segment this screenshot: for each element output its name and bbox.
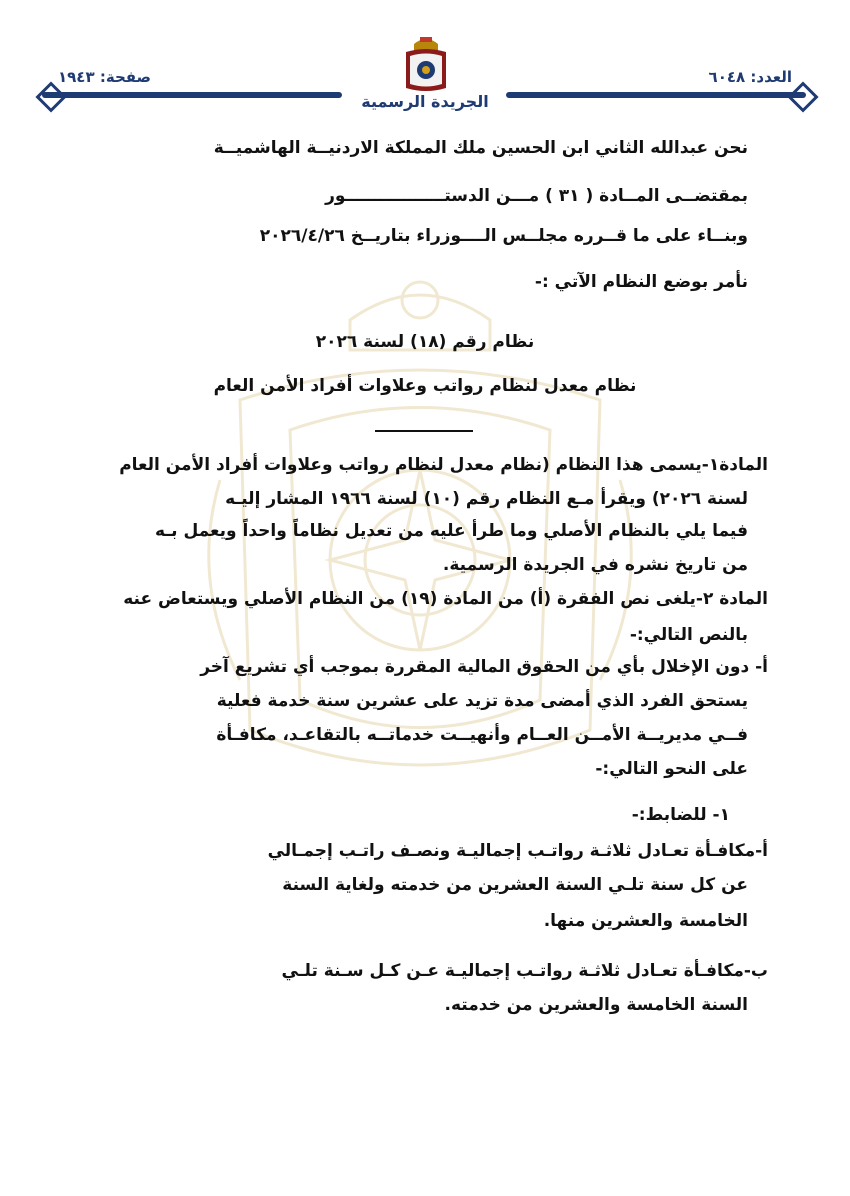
preamble-line-3: وبنــاء على ما قــرره مجلــس الــــوزراء بتاريــخ ٢٠٢٦/٤/٢٦ (259, 226, 748, 246)
body-line: أ-مكافـأة تعـادل ثلاثـة رواتـب إجماليـة ونصـف راتـب إجمـالي (267, 841, 768, 861)
body-line: المادة١-يسمى هذا النظام (نظام معدل لنظام رواتب وعلاوات أفراد الأمن العام (119, 455, 768, 475)
body-line: لسنة ٢٠٢٦) ويقرأ مـع النظام رقم (١٠) لسنة ١٩٦٦ المشار إليـه (225, 489, 748, 509)
body-line: بالنص التالي:- (629, 625, 748, 645)
regulation-title: نظام معدل لنظام رواتب وعلاوات أفراد الأمن العام (213, 376, 637, 396)
body-line: ١- للضابط:- (631, 805, 730, 825)
regulation-number: نظام رقم (١٨) لسنة ٢٠٢٦ (315, 332, 535, 352)
title-underline (375, 430, 473, 432)
body-line: السنة الخامسة والعشرين من خدمته. (444, 995, 748, 1015)
body-line: فــي مديريــة الأمــن العــام وأنهيــت خدماتــه بالتقاعـد، مكافـأة (216, 725, 748, 745)
page-number: صفحة: ١٩٤٣ (58, 68, 152, 86)
body-line: ب-مكافـأة تعـادل ثلاثـة رواتـب إجماليـة عـن كـل سـنة تلـي (281, 961, 768, 981)
royal-crest-icon (396, 34, 456, 94)
body-line: من تاريخ نشره في الجريدة الرسمية. (442, 555, 748, 575)
body-line: أ- دون الإخلال بأي من الحقوق المالية المقررة بموجب أي تشريع آخر (200, 657, 768, 677)
body-line: المادة ٢-يلغى نص الفقرة (أ) من المادة (١٩) من النظام الأصلي ويستعاض عنه (123, 589, 768, 609)
body-line: يستحق الفرد الذي أمضى مدة تزيد على عشرين سنة خدمة فعلية (216, 691, 748, 711)
body-line: فيما يلي بالنظام الأصلي وما طرأ عليه من تعديل نظاماً واحداً ويعمل بـه (155, 521, 748, 541)
body-line: عن كل سنة تلـي السنة العشرين من خدمته ولغاية السنة (282, 875, 748, 895)
issue-number: العدد: ٦٠٤٨ (708, 68, 792, 86)
preamble-line-4: نأمر بوضع النظام الآتي :- (534, 272, 748, 292)
gazette-title: الجريدة الرسمية (361, 92, 489, 111)
preamble-line-2: بمقتضــى المــادة ( ٣١ ) مـــن الدستـــــــــــــــــور (325, 186, 748, 206)
preamble-line-1: نحن عبدالله الثاني ابن الحسين ملك المملكة الاردنيــة الهاشميــة (213, 138, 748, 158)
body-line: على النحو التالي:- (595, 759, 748, 779)
body-line: الخامسة والعشرين منها. (543, 911, 748, 931)
